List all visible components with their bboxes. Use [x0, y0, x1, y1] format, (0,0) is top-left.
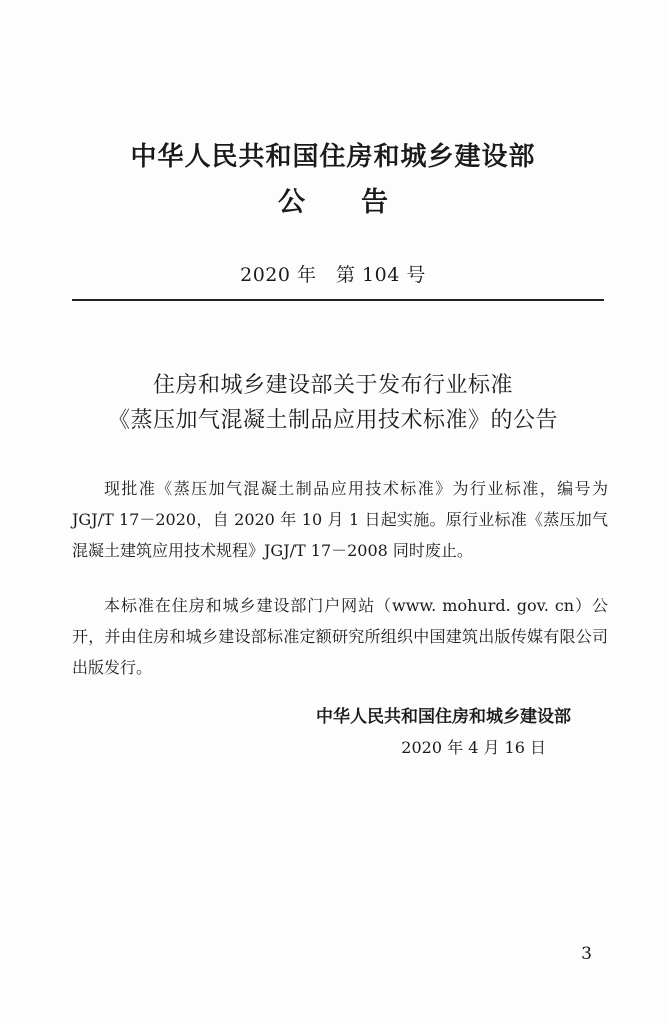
announcement-title-line-1: 住房和城乡建设部关于发布行业标准	[152, 373, 513, 398]
document-number: 2020 年 第 104 号	[240, 264, 426, 286]
announcement-title-line-2: 《蒸压加气混凝土制品应用技术标准》的公告	[107, 408, 558, 433]
body-paragraph-1: 现批准《蒸压加气混凝土制品应用技术标准》为行业标准，编号为 JGJ/T 17－2020，自 2020 年 10 月 1 日起实施。原行业标准《蒸压加气混凝土建筑应用技术规程》JGJ/T 17－2008 同时废止。	[72, 479, 608, 560]
document-type-heading: 公告	[278, 187, 444, 218]
issuer-heading: 中华人民共和国住房和城乡建设部	[130, 142, 536, 172]
signature-date: 2020 年 4 月 16 日	[401, 738, 546, 757]
page-number: 3	[581, 944, 592, 964]
header-divider	[72, 299, 604, 301]
signature-issuer: 中华人民共和国住房和城乡建设部	[316, 707, 571, 727]
body-paragraph-2: 本标准在住房和城乡建设部门户网站（www. mohurd. gov. cn）公开，并由住房和城乡建设部标准定额研究所组织中国建筑出版传媒有限公司出版发行。	[72, 596, 608, 677]
